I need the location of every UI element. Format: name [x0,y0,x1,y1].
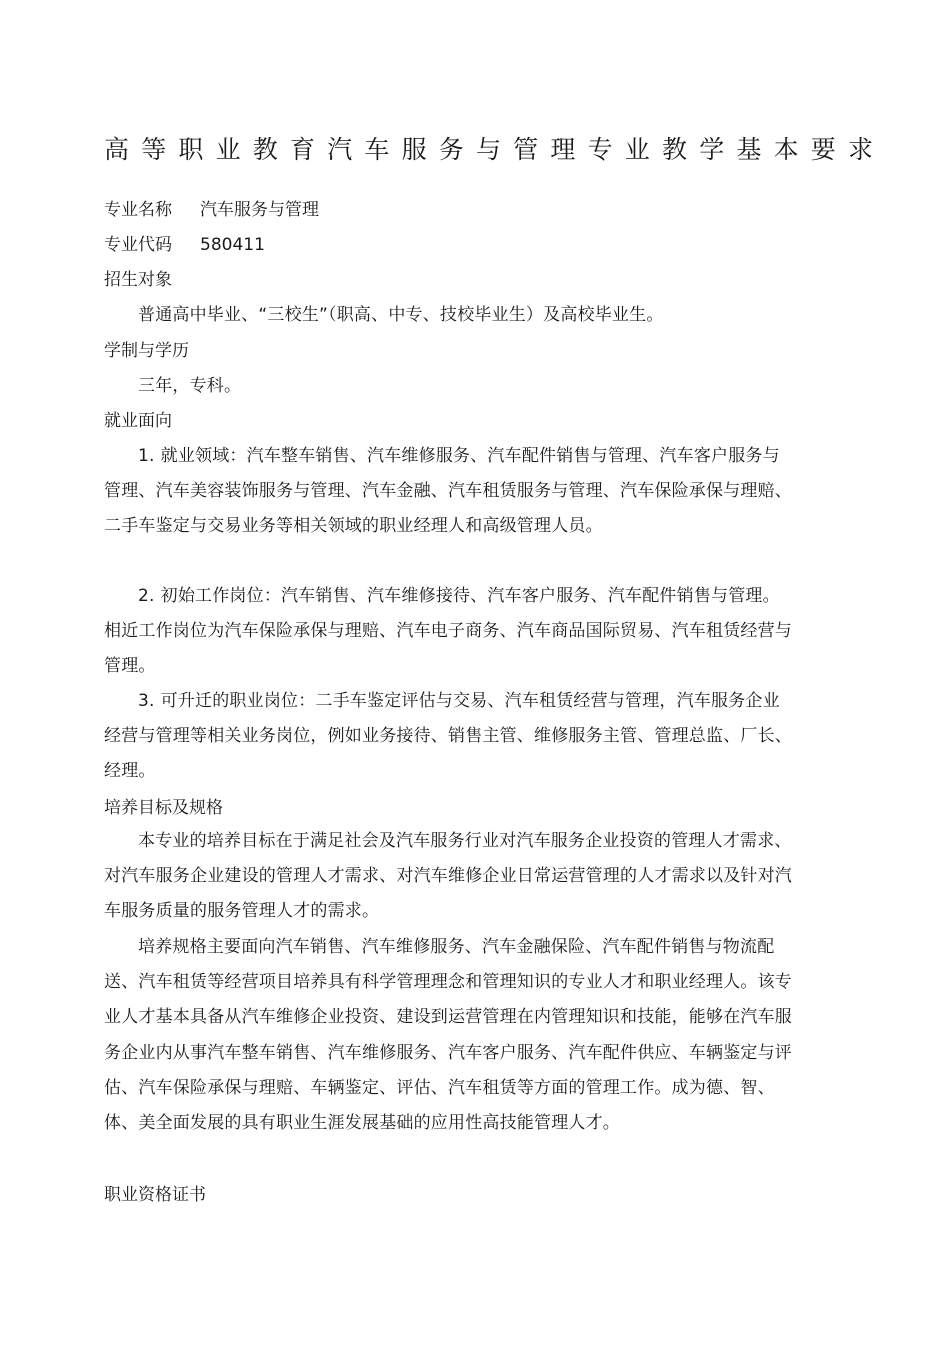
section-heading-goals: 培养目标及规格 [104,798,223,818]
duration-text: 三年，专科。 [138,376,242,396]
major-code-row [104,233,265,257]
employment-item-3 [104,684,794,790]
item-number: 3. [138,691,155,711]
section-heading-duration: 学制与学历 [104,341,189,361]
major-name-row [104,198,319,222]
item-text: 可升迁的职业岗位：二手车鉴定评估与交易、汽车租赁经营与管理，汽车服务企业经营与管理等相关业务岗位，例如业务接待、销售主管、维修服务主管、管理总监、厂长、经理。 [104,691,792,782]
goals-paragraph-1: 本专业的培养目标在于满足社会及汽车服务行业对汽车服务企业投资的管理人才需求、对汽车服务企业建设的管理人才需求、对汽车维修企业日常运营管理的人才需求以及针对汽车服务质量的服务管理人才的需求。 [104,831,792,922]
document-title: 高等职业教育汽车服务与管理专业教学基本要求 [104,135,886,164]
employment-item-1 [104,439,794,545]
major-code-label: 专业代码 [104,235,172,255]
employment-item-2 [104,579,794,685]
major-code-value: 580411 [200,235,265,255]
item-text: 就业领域：汽车整车销售、汽车维修服务、汽车配件销售与管理、汽车客户服务与管理、汽车美容装饰服务与管理、汽车金融、汽车租赁服务与管理、汽车保险承保与理赔、二手车鉴定与交易业务等相关领域的职业经理人和高级管理人员。 [104,446,792,537]
item-text: 初始工作岗位：汽车销售、汽车维修接待、汽车客户服务、汽车配件销售与管理。相近工作岗位为汽车保险承保与理赔、汽车电子商务、汽车商品国际贸易、汽车租赁经营与管理。 [104,586,792,677]
section-heading-certs: 职业资格证书 [104,1185,206,1205]
goals-paragraph-2: 培养规格主要面向汽车销售、汽车维修服务、汽车金融保险、汽车配件销售与物流配送、汽车租赁等经营项目培养具有科学管理理念和管理知识的专业人才和职业经理人。该专业人才基本具备从汽车维修企业投资、建设到运营管理在内管理知识和技能，能够在汽车服务企业内从事汽车整车销售、汽车维修服务、汽车客户服务、汽车配件供应、车辆鉴定与评估、汽车保险承保与理赔、车辆鉴定、评估、汽车租赁等方面的管理工作。成为德、智、体、美全面发展的具有职业生涯发展基础的应用性高技能管理人才。 [104,937,792,1134]
item-number: 1. [138,446,155,466]
section-heading-employment: 就业面向 [104,411,172,431]
enroll-text: 普通高中毕业、“三校生”（职高、中专、技校毕业生）及高校毕业生。 [138,305,664,325]
section-heading-enroll: 招生对象 [104,270,172,290]
major-name-label: 专业名称 [104,200,172,220]
major-name-value: 汽车服务与管理 [200,200,319,220]
item-number: 2. [138,586,155,606]
